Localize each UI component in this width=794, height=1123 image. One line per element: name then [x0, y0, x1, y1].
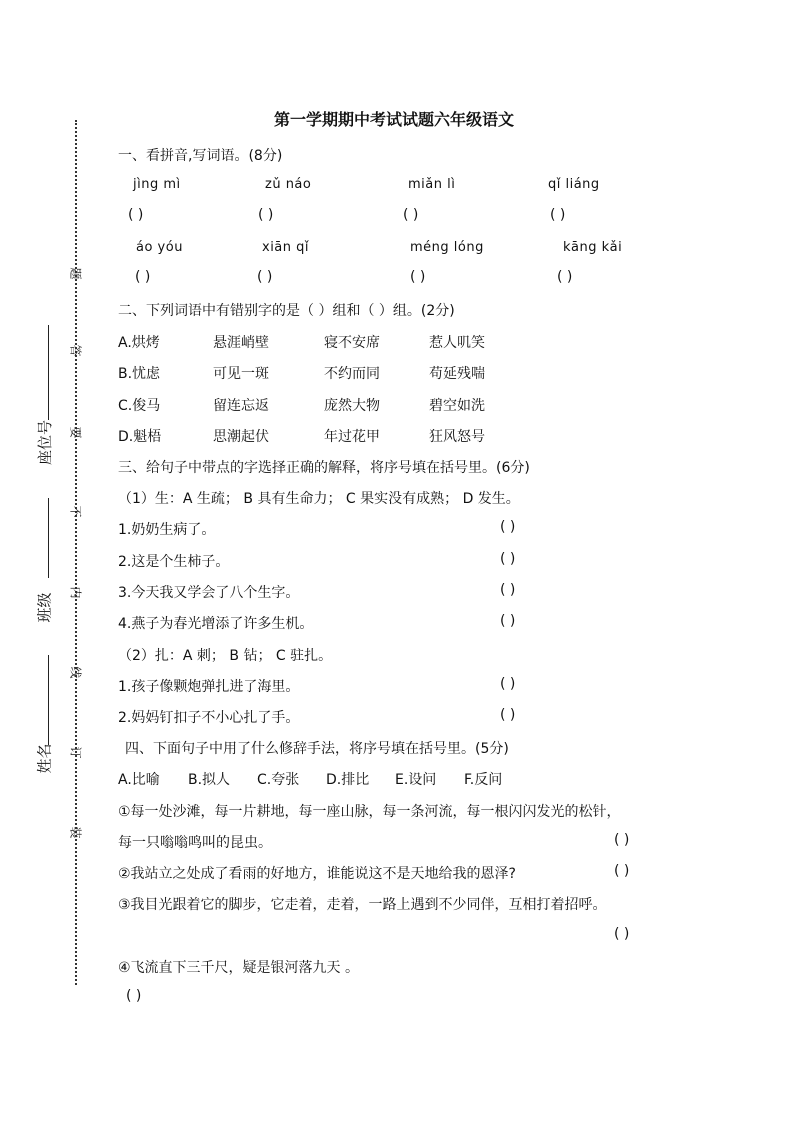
q4-option-b: B.拟人 — [188, 772, 231, 788]
q2-row-c-2: 留连忘返 — [213, 398, 269, 414]
q2-row-a-4: 惹人叽笑 — [429, 335, 485, 351]
q1-pinyin-6: xiān qǐ — [262, 240, 310, 255]
name-label: 姓名 — [35, 743, 54, 774]
q1-blank-1[interactable]: ( ) — [128, 207, 144, 223]
class-line[interactable] — [48, 498, 49, 578]
q3-item-5: 1.孩子像颗炮弹扎进了海里。 — [118, 679, 300, 695]
q4-sentence-2: ②我站立之处成了看雨的好地方，谁能说这不是天地给我的恩泽? — [118, 866, 516, 882]
q3-blank-3[interactable]: ( ) — [500, 582, 516, 598]
q2-row-c-4: 碧空如洗 — [429, 398, 485, 414]
q1-blank-2[interactable]: ( ) — [258, 207, 274, 223]
q3-heading: 三、给句子中带点的字选择正确的解释，将序号填在括号里。(6分) — [118, 460, 530, 476]
q1-pinyin-7: méng lóng — [410, 240, 484, 255]
q4-blank-1[interactable]: ( ) — [614, 832, 630, 848]
q4-sentence-1a: ①每一处沙滩，每一片耕地，每一座山脉，每一条河流，每一根闪闪发光的松针， — [118, 804, 621, 820]
binding-char-2: 答 — [68, 344, 83, 357]
q1-heading: 一、看拼音,写词语。(8分) — [118, 148, 283, 164]
q3-blank-1[interactable]: ( ) — [500, 519, 516, 535]
q4-option-d: D.排比 — [326, 772, 370, 788]
binding-dotted-line — [75, 120, 77, 985]
q4-heading: 四、下面句子中用了什么修辞手法，将序号填在括号里。(5分) — [125, 741, 509, 757]
class-label: 班级 — [35, 592, 54, 623]
q4-option-a: A.比喻 — [118, 772, 160, 788]
q3-blank-5[interactable]: ( ) — [500, 676, 516, 692]
q2-row-d-2: 思潮起伏 — [213, 429, 269, 445]
q4-sentence-1b: 每一只嗡嗡鸣叫的昆虫。 — [118, 835, 272, 851]
q1-pinyin-3: miǎn lì — [408, 177, 456, 192]
seat-number-label: 座位号 — [36, 419, 55, 466]
q1-pinyin-5: áo yóu — [136, 240, 183, 255]
q3-sub2: （2）扎：A 刺； B 钻； C 驻扎。 — [118, 648, 333, 664]
binding-char-5: 内 — [68, 586, 83, 599]
q2-row-a-2: 悬涯峭壁 — [213, 335, 269, 351]
q2-row-c-3: 庞然大物 — [324, 398, 380, 414]
q1-blank-7[interactable]: ( ) — [410, 269, 426, 285]
q1-blank-5[interactable]: ( ) — [135, 269, 151, 285]
q3-blank-6[interactable]: ( ) — [500, 707, 516, 723]
q2-heading: 二、下列词语中有错别字的是（ ）组和（ ）组。(2分) — [118, 303, 455, 319]
q2-row-b-4: 苟延残喘 — [429, 366, 485, 382]
q4-sentence-3: ③我目光跟着它的脚步，它走着，走着，一路上遇到不少同伴，互相打着招呼。 — [118, 897, 607, 913]
seat-number-line[interactable] — [48, 325, 49, 420]
q4-blank-3[interactable]: ( ) — [614, 926, 630, 942]
page-title: 第一学期期中考试试题六年级语文 — [274, 110, 515, 129]
binding-char-3: 要 — [68, 426, 83, 439]
q2-row-a-3: 寝不安席 — [324, 335, 380, 351]
q3-item-4: 4.燕子为春光增添了许多生机。 — [118, 616, 314, 632]
q2-row-d-1: D.魁梧 — [118, 429, 162, 445]
q4-blank-2[interactable]: ( ) — [614, 863, 630, 879]
q1-blank-8[interactable]: ( ) — [557, 269, 573, 285]
q4-option-c: C.夸张 — [257, 772, 300, 788]
q2-row-b-2: 可见一斑 — [213, 366, 269, 382]
q2-row-b-3: 不约而同 — [324, 366, 380, 382]
q3-sub1: （1）生：A 生疏； B 具有生命力； C 果实没有成熟； D 发生。 — [118, 491, 520, 507]
q3-item-2: 2.这是个生柿子。 — [118, 554, 230, 570]
q2-row-d-4: 狂风怒号 — [429, 429, 485, 445]
q1-pinyin-1: jìng mì — [133, 177, 181, 192]
q1-pinyin-2: zǔ náo — [265, 177, 312, 192]
q2-row-a-1: A.烘烤 — [118, 335, 160, 351]
binding-char-6: 线 — [68, 666, 83, 679]
q3-item-1: 1.奶奶生病了。 — [118, 522, 216, 538]
q3-blank-4[interactable]: ( ) — [500, 613, 516, 629]
q1-blank-4[interactable]: ( ) — [550, 207, 566, 223]
binding-char-1: 题 — [68, 267, 83, 280]
q3-item-6: 2.妈妈钉扣子不小心扎了手。 — [118, 710, 300, 726]
binding-char-7: 订 — [68, 746, 83, 759]
binding-char-8: 装 — [68, 826, 83, 839]
q4-blank-4[interactable]: ( ) — [126, 988, 142, 1004]
q2-row-c-1: C.俊马 — [118, 398, 161, 414]
q4-option-f: F.反问 — [464, 772, 503, 788]
name-line[interactable] — [48, 655, 49, 745]
q4-sentence-4: ④飞流直下三千尺，疑是银河落九天 。 — [118, 960, 359, 976]
q2-row-d-3: 年过花甲 — [324, 429, 380, 445]
binding-char-4: 不 — [68, 505, 83, 518]
q1-blank-6[interactable]: ( ) — [257, 269, 273, 285]
q2-row-b-1: B.忧虑 — [118, 366, 161, 382]
q3-blank-2[interactable]: ( ) — [500, 551, 516, 567]
q4-option-e: E.设问 — [395, 772, 437, 788]
q1-pinyin-8: kāng kǎi — [563, 240, 623, 255]
q3-item-3: 3.今天我又学会了八个生字。 — [118, 585, 300, 601]
q1-blank-3[interactable]: ( ) — [403, 207, 419, 223]
q1-pinyin-4: qǐ liáng — [548, 177, 600, 192]
